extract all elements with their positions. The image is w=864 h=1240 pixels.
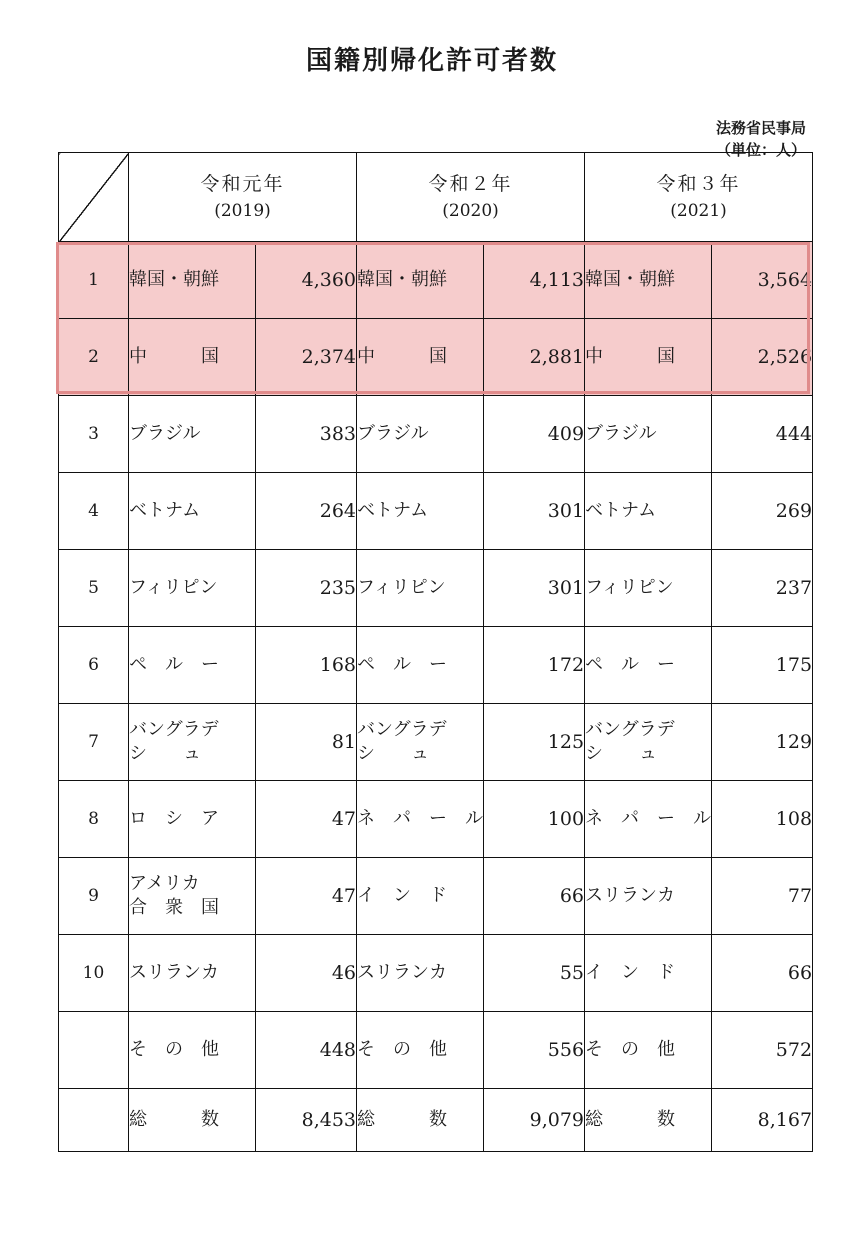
value-cell: 9,079: [484, 1089, 585, 1152]
value-cell: 55: [484, 935, 585, 1012]
table-row: [59, 396, 813, 473]
rank-cell: 9: [59, 858, 129, 935]
value-cell: 4,360: [256, 242, 357, 319]
table-body: [59, 242, 813, 1152]
table-row: [59, 1089, 813, 1152]
country-name-line: アメリカ: [129, 872, 200, 894]
rank-cell: 5: [59, 550, 129, 627]
country-name-line: 中 国: [129, 345, 219, 367]
country-name-line: ブラジル: [129, 422, 201, 444]
value-cell: 47: [256, 781, 357, 858]
value-cell: 8,453: [256, 1089, 357, 1152]
value-cell: 237: [712, 550, 813, 627]
country-name-cell: [357, 935, 484, 1012]
country-name-line: ペ ル ー: [357, 653, 448, 675]
value-cell: 100: [484, 781, 585, 858]
country-name-line: スリランカ: [129, 961, 219, 983]
country-name-line: 総 数: [129, 1108, 219, 1130]
country-name-cell: [357, 396, 484, 473]
country-name-line: そ の 他: [129, 1038, 219, 1060]
value-cell: 2,374: [256, 319, 357, 396]
country-name-line: フィリピン: [357, 576, 446, 598]
header-year-2020: (2020): [442, 200, 499, 221]
country-name-line: ネ パ ー ル: [585, 807, 712, 829]
value-cell: 172: [484, 627, 585, 704]
country-name-line: フィリピン: [585, 576, 674, 598]
country-name-cell: [129, 242, 256, 319]
country-name-cell: [585, 935, 712, 1012]
country-name-line: ベトナム: [585, 499, 657, 521]
column-header-2021: [585, 153, 813, 242]
country-name-cell: [129, 1012, 256, 1089]
table-row: [59, 473, 813, 550]
country-name-line: 中 国: [585, 345, 676, 367]
value-cell: 46: [256, 935, 357, 1012]
table-row: [59, 704, 813, 781]
table-header-row: [59, 153, 813, 242]
header-era-2020: 令和２年: [428, 173, 513, 195]
header-era-2019: 令和元年: [200, 173, 285, 195]
country-name-cell: [129, 396, 256, 473]
value-cell: 77: [712, 858, 813, 935]
country-name-line: ブラジル: [357, 422, 429, 444]
table-container: [58, 152, 813, 1152]
country-name-cell: [129, 858, 256, 935]
value-cell: 448: [256, 1012, 357, 1089]
country-name-cell: [357, 242, 484, 319]
country-name-line: ペ ル ー: [585, 653, 676, 675]
country-name-line: 韓国・朝鮮: [585, 268, 676, 290]
country-name-cell: [585, 704, 712, 781]
rank-cell: 10: [59, 935, 129, 1012]
table-row: [59, 319, 813, 396]
header-era-2021: 令和３年: [656, 173, 741, 195]
country-name-line: ブラジル: [585, 422, 657, 444]
country-name-cell: [129, 319, 256, 396]
value-cell: 125: [484, 704, 585, 781]
header-year-2019: (2019): [214, 200, 271, 221]
rank-cell: 2: [59, 319, 129, 396]
country-name-cell: [357, 550, 484, 627]
country-name-cell: [357, 1089, 484, 1152]
country-name-line: ロ シ ア: [129, 807, 219, 829]
country-name-cell: [129, 781, 256, 858]
value-cell: 66: [484, 858, 585, 935]
country-name-cell: [585, 1012, 712, 1089]
rank-cell: 3: [59, 396, 129, 473]
country-name-cell: [357, 704, 484, 781]
corner-diagonal-cell: [59, 153, 129, 242]
table-row: [59, 242, 813, 319]
country-name-cell: [357, 858, 484, 935]
country-name-line: イ ン ド: [357, 884, 448, 906]
country-name-cell: [585, 627, 712, 704]
value-cell: 66: [712, 935, 813, 1012]
value-cell: 269: [712, 473, 813, 550]
country-name-cell: [357, 627, 484, 704]
value-cell: 168: [256, 627, 357, 704]
country-name-line: ベトナム: [357, 499, 429, 521]
value-cell: 8,167: [712, 1089, 813, 1152]
country-name-line: バングラデ: [585, 718, 675, 740]
country-name-line: スリランカ: [357, 961, 448, 983]
table-row: [59, 627, 813, 704]
table-row: [59, 781, 813, 858]
value-cell: 2,881: [484, 319, 585, 396]
country-name-cell: [357, 781, 484, 858]
country-name-line: スリランカ: [585, 884, 676, 906]
value-cell: 301: [484, 550, 585, 627]
country-name-cell: [129, 935, 256, 1012]
value-cell: 301: [484, 473, 585, 550]
rank-cell: 1: [59, 242, 129, 319]
country-name-line: 合 衆 国: [129, 897, 219, 918]
country-name-cell: [129, 473, 256, 550]
rank-cell: 4: [59, 473, 129, 550]
unit-label: （単位：人）: [715, 140, 806, 159]
rank-cell: 8: [59, 781, 129, 858]
country-name-cell: [585, 1089, 712, 1152]
value-cell: 444: [712, 396, 813, 473]
country-name-line: ベトナム: [129, 499, 201, 521]
value-cell: 383: [256, 396, 357, 473]
column-header-2019: [129, 153, 357, 242]
country-name-line: そ の 他: [357, 1038, 448, 1060]
country-name-line: フィリピン: [129, 576, 218, 598]
value-cell: 264: [256, 473, 357, 550]
value-cell: 572: [712, 1012, 813, 1089]
country-name-line: そ の 他: [585, 1038, 676, 1060]
country-name-line: ペ ル ー: [129, 653, 219, 675]
value-cell: 409: [484, 396, 585, 473]
table-row: [59, 858, 813, 935]
country-name-line: シ ュ: [585, 743, 658, 764]
rank-cell: [59, 1012, 129, 1089]
naturalization-table: [58, 152, 813, 1152]
value-cell: 556: [484, 1012, 585, 1089]
country-name-line: バングラデ: [357, 718, 447, 740]
rank-cell: 7: [59, 704, 129, 781]
country-name-line: 総 数: [585, 1108, 676, 1130]
column-header-2020: [357, 153, 585, 242]
value-cell: 175: [712, 627, 813, 704]
country-name-cell: [585, 242, 712, 319]
agency-name: 法務省民事局: [715, 119, 806, 137]
country-name-cell: [129, 1089, 256, 1152]
country-name-line: イ ン ド: [585, 961, 676, 983]
country-name-cell: [357, 1012, 484, 1089]
table-row: [59, 550, 813, 627]
country-name-line: 韓国・朝鮮: [357, 268, 448, 290]
table-row: [59, 1012, 813, 1089]
country-name-line: ネ パ ー ル: [357, 807, 484, 829]
value-cell: 81: [256, 704, 357, 781]
value-cell: 129: [712, 704, 813, 781]
country-name-line: 中 国: [357, 345, 448, 367]
country-name-cell: [585, 550, 712, 627]
table-head: [59, 153, 813, 242]
country-name-cell: [357, 473, 484, 550]
value-cell: 3,564: [712, 242, 813, 319]
table-row: [59, 935, 813, 1012]
document-page: [0, 40, 864, 1240]
value-cell: 47: [256, 858, 357, 935]
page-title: 国籍別帰化許可者数: [305, 46, 558, 76]
value-cell: 4,113: [484, 242, 585, 319]
country-name-cell: [585, 396, 712, 473]
value-cell: 108: [712, 781, 813, 858]
country-name-line: 韓国・朝鮮: [129, 268, 219, 290]
country-name-line: シ ュ: [357, 743, 430, 764]
country-name-cell: [585, 858, 712, 935]
country-name-cell: [585, 473, 712, 550]
country-name-line: バングラデ: [129, 718, 219, 740]
rank-cell: [59, 1089, 129, 1152]
country-name-line: シ ュ: [129, 743, 201, 764]
country-name-cell: [129, 550, 256, 627]
country-name-cell: [129, 704, 256, 781]
country-name-line: 総 数: [357, 1108, 448, 1130]
rank-cell: 6: [59, 627, 129, 704]
country-name-cell: [585, 319, 712, 396]
header-year-2021: (2021): [670, 200, 727, 221]
value-cell: 2,526: [712, 319, 813, 396]
country-name-cell: [357, 319, 484, 396]
country-name-cell: [585, 781, 712, 858]
country-name-cell: [129, 627, 256, 704]
value-cell: 235: [256, 550, 357, 627]
